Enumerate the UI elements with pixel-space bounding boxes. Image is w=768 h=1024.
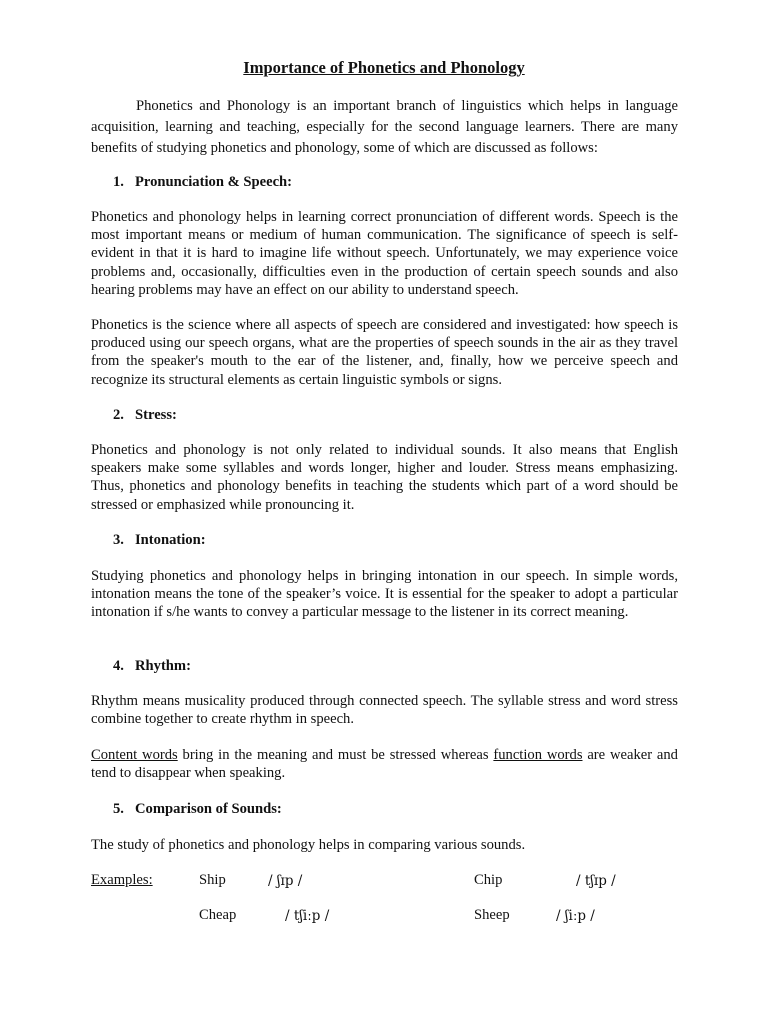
section-number: 5. xyxy=(113,801,124,817)
section-heading-comparison xyxy=(113,799,282,819)
section-title: Intonation: xyxy=(135,532,206,548)
content-words-text: bring in the meaning and must be stressed whereas xyxy=(177,747,494,763)
examples-label: Examples: xyxy=(91,872,153,888)
comparison-paragraph: The study of phonetics and phonology helps in comparing various sounds. xyxy=(91,837,526,853)
function-words-term: function words xyxy=(493,747,583,763)
section-number: 1. xyxy=(113,174,124,190)
section-title: Pronunciation & Speech: xyxy=(135,174,293,190)
stress-paragraph: Phonetics and phonology is not only related to individual sounds. It also means that English speakers make some syllables and words longer, higher and louder. Stress means emphasizing. Thus, phonetics and phonology benefits in teaching the students which part of a word should be stressed or emphasized while pronouncing it. xyxy=(91,442,678,513)
example-ipa: / ʃɪp / xyxy=(268,873,303,889)
content-words-term: Content words xyxy=(91,747,178,763)
example-word: Sheep xyxy=(474,907,510,923)
pronunciation-paragraph-2: Phonetics is the science where all aspects of speech are considered and investigated: how speech is produced using our speech organs, what are the properties of speech sounds in the air as they travel from the speaker's mouth to the ear of the listener, and, finally, how we perceive speech and recognize its structural elements as certain linguistic symbols or signs. xyxy=(91,317,678,388)
section-heading-pronunciation xyxy=(113,172,292,192)
intro-paragraph: Phonetics and Phonology is an important branch of linguistics which helps in language acquisition, learning and teaching, especially for the second language learners. There are many benefits of studying phonetics and phonology, some of which are discussed as follows: xyxy=(91,98,678,156)
example-word: Chip xyxy=(474,872,503,888)
section-title: Comparison of Sounds: xyxy=(135,801,282,817)
example-word: Ship xyxy=(199,872,226,888)
section-title: Rhythm: xyxy=(135,658,191,674)
content-words-paragraph xyxy=(91,746,678,782)
content-words-text-end: are weaker and tend to disappear when speaking. xyxy=(91,747,678,782)
section-number: 3. xyxy=(113,532,124,548)
example-ipa: / tʃɪp / xyxy=(576,873,616,889)
example-ipa: / ʃiːp / xyxy=(556,908,595,924)
section-heading-intonation xyxy=(113,530,206,550)
section-number: 2. xyxy=(113,407,124,423)
document-title: Importance of Phonetics and Phonology xyxy=(243,58,525,77)
pronunciation-paragraph-1: Phonetics and phonology helps in learning correct pronunciation of different words. Speech is the most important means or medium of human communication. The significance of speech is self-evident in that it is hard to imagine life without speech. Unfortunately, we may experience voice problems and, occasionally, difficulties even in the production of certain speech sounds and also hearing problems may have an effect on our ability to understand speech. xyxy=(91,209,678,298)
section-heading-rhythm xyxy=(113,656,191,676)
intonation-paragraph: Studying phonetics and phonology helps in bringing intonation in our speech. In simple words, intonation means the tone of the speaker’s voice. It is essential for the speaker to adopt a particular intonation if s/he wants to convey a particular message to the listener in its correct meaning. xyxy=(91,568,678,621)
example-ipa: / tʃiːp / xyxy=(285,908,330,924)
section-heading-stress xyxy=(113,405,177,425)
section-number: 4. xyxy=(113,658,124,674)
example-word: Cheap xyxy=(199,907,237,923)
section-title: Stress: xyxy=(135,407,177,423)
rhythm-paragraph: Rhythm means musicality produced through connected speech. The syllable stress and word stress combine together to create rhythm in speech. xyxy=(91,693,678,728)
